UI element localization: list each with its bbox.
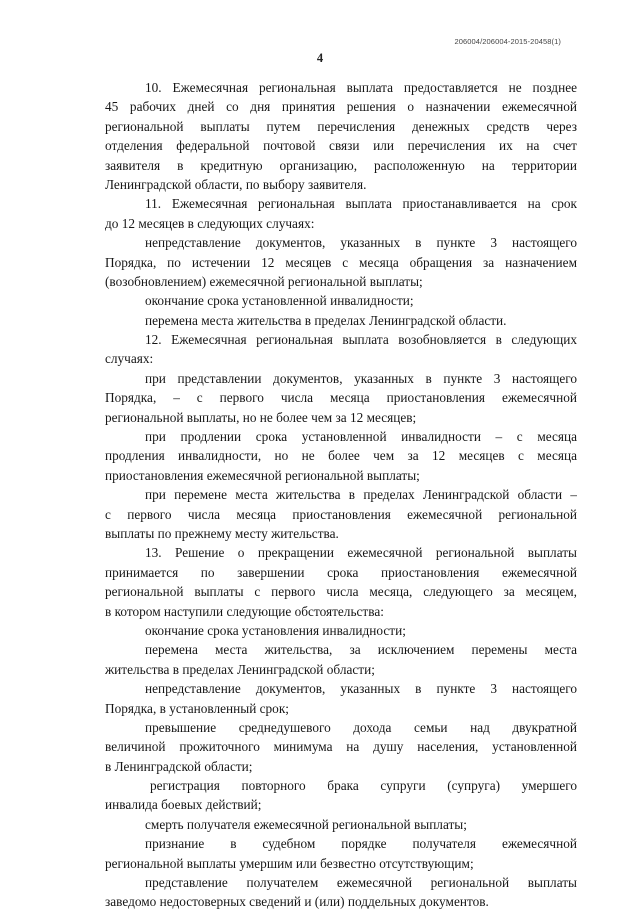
text-line: выплаты по прежнему месту жительства. — [105, 525, 339, 541]
text-line: при представлении документов, указанных в пункте 3 настоящего — [145, 370, 577, 386]
text-line: регистрация повторного брака супруги (супруга) умершего — [150, 778, 577, 794]
text-line: при перемене места жительства в пределах Ленинградской области – — [145, 487, 577, 503]
text-line: Порядка, в установленный срок; — [105, 700, 289, 716]
text-line: 13. Решение о прекращении ежемесячной региональной выплаты — [145, 545, 577, 561]
text-line: продления инвалидности, но не более чем за 12 месяцев с месяца — [105, 448, 577, 464]
text-line: региональной выплаты с первого числа месяца, следующего за месяцем, — [105, 584, 577, 600]
text-line: инвалида боевых действий; — [105, 797, 262, 813]
text-line: окончание срока установленной инвалидности; — [145, 293, 414, 309]
text-line: представление получателем ежемесячной региональной выплаты — [145, 875, 577, 891]
text-line: перемена места жительства в пределах Ленинградской области. — [145, 312, 507, 328]
document-id: 206004/206004-2015-20458(1) — [454, 37, 561, 46]
text-line: 11. Ежемесячная региональная выплата приостанавливается на срок — [145, 196, 577, 212]
text-line: смерть получателя ежемесячной региональной выплаты; — [145, 816, 467, 832]
text-line: региональной выплаты путем перечисления денежных средств через — [105, 118, 577, 134]
text-line: заявителя в кредитную организацию, расположенную на территории — [105, 157, 577, 173]
text-line: с первого числа месяца приостановления ежемесячной региональной — [105, 506, 577, 522]
text-line: заведомо недостоверных сведений и (или) поддельных документов. — [105, 894, 489, 910]
text-line: региональной выплаты, но не более чем за 12 месяцев; — [105, 409, 417, 425]
text-line: отделения федеральной почтовой связи или перечисления их на счет — [105, 138, 577, 154]
text-line: 12. Ежемесячная региональная выплата возобновляется в следующих — [145, 332, 577, 348]
text-line: Порядка, – с первого числа месяца приостановления ежемесячной — [105, 390, 577, 406]
text-line: Ленинградской области, по выбору заявителя. — [105, 176, 367, 192]
document-body — [105, 78, 577, 912]
text-line: принимается по завершении срока приостановления ежемесячной — [105, 564, 577, 580]
text-line: в котором наступили следующие обстоятельства: — [105, 603, 384, 619]
text-line: величиной прожиточного минимума на душу населения, установленной — [105, 739, 577, 755]
page-number: 4 — [316, 51, 324, 65]
text-line: при продлении срока установленной инвалидности – с месяца — [145, 429, 577, 445]
text-line: приостановления ежемесячной региональной выплаты; — [105, 467, 420, 483]
text-line: признание в судебном порядке получателя ежемесячной — [145, 836, 577, 852]
text-line: 10. Ежемесячная региональная выплата предоставляется не позднее — [145, 80, 577, 95]
text-line: до 12 месяцев в следующих случаях: — [105, 215, 315, 231]
text-line: жительства в пределах Ленинградской области; — [105, 661, 375, 677]
text-line: превышение среднедушевого дохода семьи над двукратной — [145, 719, 577, 735]
text-line: в Ленинградской области; — [105, 758, 253, 774]
text-line: случаях: — [105, 351, 154, 367]
text-line: окончание срока установления инвалидности; — [145, 622, 406, 638]
text-line: перемена места жительства, за исключением перемены места — [145, 642, 577, 658]
text-line: региональной выплаты умершим или безвестно отсутствующим; — [105, 855, 474, 871]
text-line: 45 рабочих дней со дня принятия решения о назначении ежемесячной — [105, 99, 577, 115]
text-line: Порядка, по истечении 12 месяцев с месяца обращения за назначением — [105, 254, 577, 270]
text-line: непредставление документов, указанных в пункте 3 настоящего — [145, 681, 577, 697]
text-line: непредставление документов, указанных в пункте 3 настоящего — [145, 235, 577, 251]
text-line: (возобновлением) ежемесячной региональной выплаты; — [105, 273, 423, 289]
